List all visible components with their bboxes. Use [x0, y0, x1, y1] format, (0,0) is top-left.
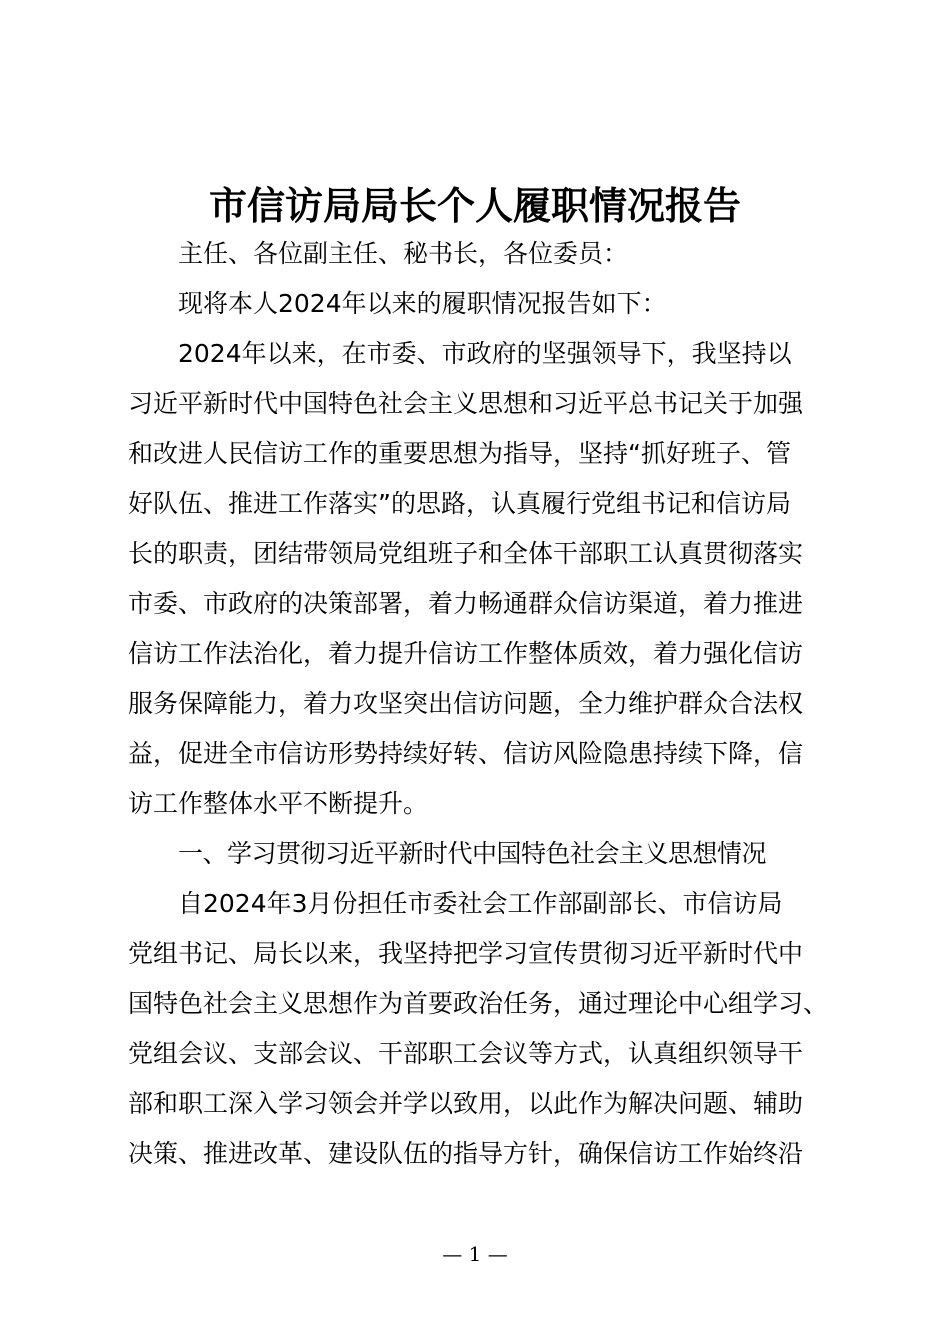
intro-line: 现将本人2024年以来的履职情况报告如下：: [178, 289, 667, 318]
paragraph2-line: 部和职工深入学习领会并学以致用，以此作为解决问题、辅助: [128, 1089, 804, 1118]
paragraph1-line: 信访工作法治化，着力提升信访工作整体质效，着力强化信访: [128, 639, 804, 668]
paragraph1-line: 访工作整体水平不断提升。: [128, 789, 429, 818]
paragraph2-line: 党组会议、支部会议、干部职工会议等方式，认真组织领导干: [128, 1039, 804, 1068]
page-number: — 1 —: [442, 1242, 508, 1266]
paragraph1-line: 市委、市政府的决策部署，着力畅通群众信访渠道，着力推进: [128, 589, 804, 618]
paragraph2-line: 决策、推进改革、建设队伍的指导方针，确保信访工作始终沿: [128, 1139, 804, 1168]
paragraph2-line: 党组书记、局长以来，我坚持把学习宣传贯彻习近平新时代中: [128, 939, 804, 968]
paragraph2-line: 国特色社会主义思想作为首要政治任务，通过理论中心组学习、: [128, 989, 829, 1018]
paragraph1-line: 和改进人民信访工作的重要思想为指导，坚持“抓好班子、管: [128, 439, 791, 468]
paragraph2-line: 自2024年3月份担任市委社会工作部副部长、市信访局: [178, 889, 783, 918]
paragraph1-line: 好队伍、推进工作落实”的思路，认真履行党组书记和信访局: [128, 489, 791, 518]
salutation: 主任、各位副主任、秘书长，各位委员：: [178, 239, 629, 268]
paragraph1-line: 益，促进全市信访形势持续好转、信访风险隐患持续下降，信: [128, 739, 804, 768]
paragraph1-line: 服务保障能力，着力攻坚突出信访问题，全力维护群众合法权: [128, 689, 804, 718]
paragraph1-line: 长的职责，团结带领局党组班子和全体干部职工认真贯彻落实: [128, 539, 804, 568]
section-heading: 一、学习贯彻习近平新时代中国特色社会主义思想情况: [178, 839, 767, 868]
paragraph1-line: 习近平新时代中国特色社会主义思想和习近平总书记关于加强: [128, 389, 804, 418]
paragraph1-line: 2024年以来，在市委、市政府的坚强领导下，我坚持以: [178, 339, 792, 368]
document-title: 市信访局局长个人履职情况报告: [208, 184, 741, 228]
